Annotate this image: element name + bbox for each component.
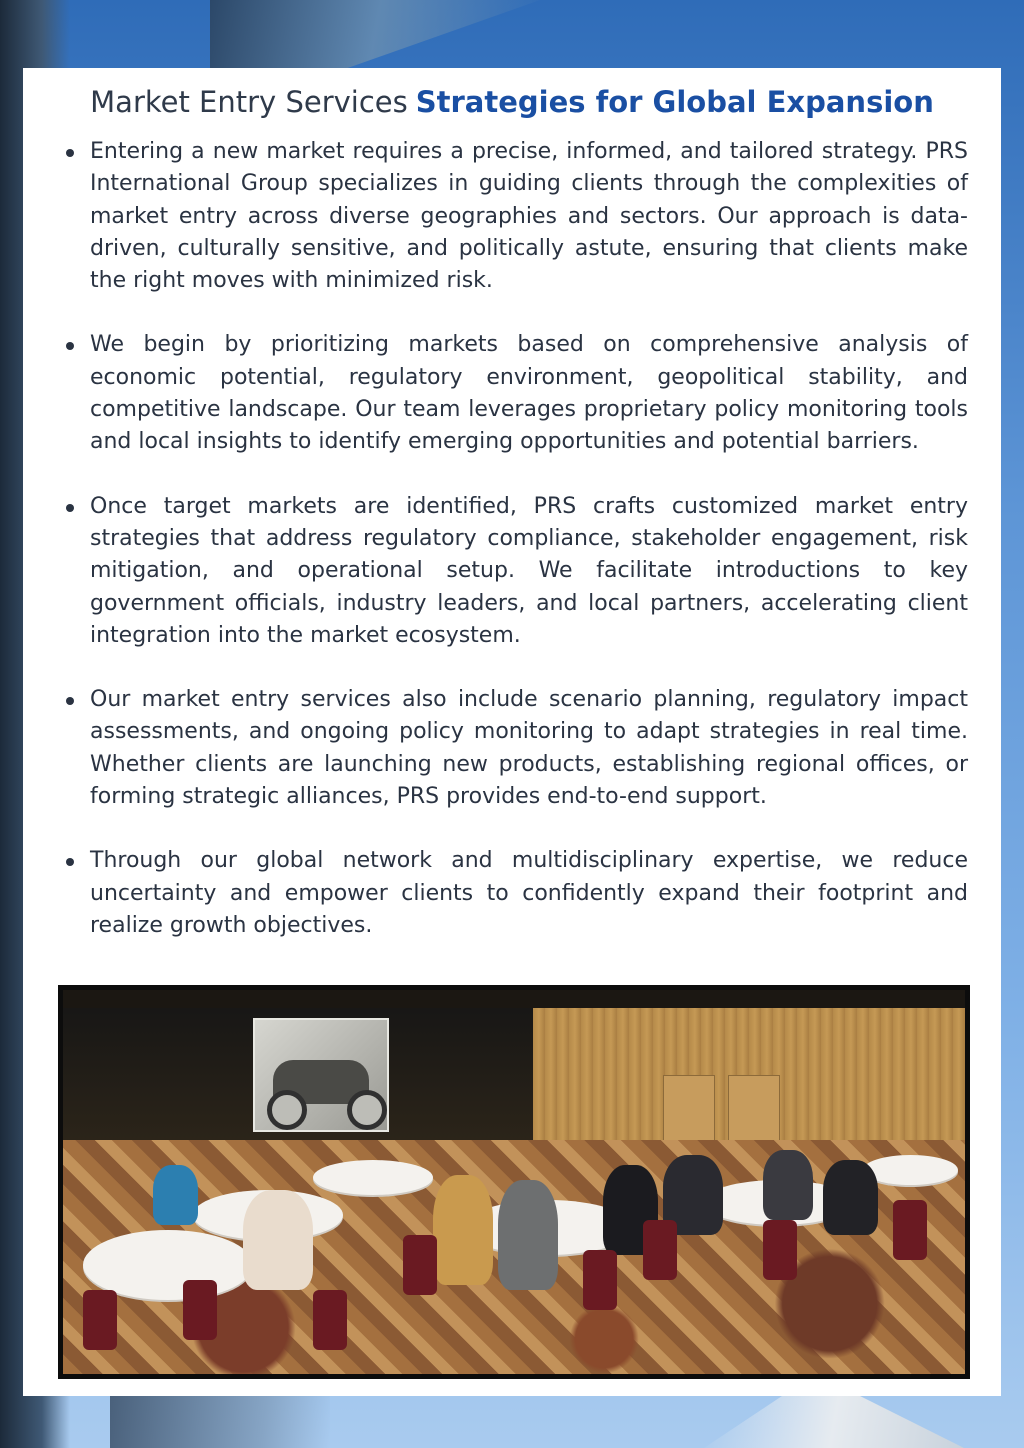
bullet-dot-icon: [66, 149, 74, 157]
bullet-dot-icon: [66, 504, 74, 512]
bullet-list-section: [66, 136, 968, 974]
banquet-chair: [83, 1290, 117, 1350]
banquet-chair: [583, 1250, 617, 1310]
attendee: [153, 1165, 198, 1225]
round-table: [313, 1160, 433, 1195]
attendee: [763, 1150, 813, 1220]
bullet-item-4: [66, 684, 968, 813]
ceiling: [63, 990, 965, 1008]
bullet-dot-icon: [66, 858, 74, 866]
banquet-chair: [403, 1235, 437, 1295]
page-title: [23, 82, 1001, 122]
attendee: [433, 1175, 493, 1285]
projection-screen: [253, 1018, 389, 1132]
banquet-chair: [313, 1290, 347, 1350]
bullet-item-1: [66, 136, 968, 297]
round-table: [863, 1155, 958, 1185]
background-tower-bottom: [110, 1396, 330, 1448]
bullet-dot-icon: [66, 342, 74, 350]
attendee: [823, 1160, 878, 1235]
page-title-plain: Market Entry Services: [90, 85, 408, 119]
bullet-item-2: [66, 329, 968, 458]
conference-photo: [58, 985, 970, 1379]
background-arch: [704, 1396, 964, 1448]
motorcycle-wheel: [347, 1090, 387, 1130]
attendee: [498, 1180, 558, 1290]
bullet-text-5: Through our global network and multidisciplinary expertise, we reduce uncertainty and empower clients to confidently expand their footprint and realize growth objectives.: [90, 848, 968, 938]
bullet-text-4: Our market entry services also include scenario planning, regulatory impact assessments, and ongoing policy monitoring to adapt strategies in real time. Whether clients are launching new products, establishing regional offices, or forming strategic alliances, PRS provides end-to-end support.: [90, 687, 968, 810]
motorcycle-wheel: [267, 1090, 307, 1130]
page-title-bold: Strategies for Global Expansion: [415, 85, 934, 119]
bullet-item-3: [66, 491, 968, 652]
bullet-dot-icon: [66, 697, 74, 705]
conference-room-scene: [63, 990, 965, 1374]
attendee: [243, 1190, 313, 1290]
banquet-chair: [763, 1220, 797, 1280]
banquet-chair: [893, 1200, 927, 1260]
bullet-item-5: [66, 845, 968, 942]
background-tower: [210, 0, 540, 70]
bullet-text-1: Entering a new market requires a precise, informed, and tailored strategy. PRS International Group specializes in guiding clients through the complexities of market entry across diverse geographies and sectors. Our approach is data-driven, culturally sensitive, and politically astute, ensuring that clients make the right moves with minimized risk.: [90, 139, 968, 294]
bullet-list: [66, 136, 968, 942]
banquet-chair: [643, 1220, 677, 1280]
bullet-text-2: We begin by prioritizing markets based on comprehensive analysis of economic potential, regulatory environment, geopolitical stability, and competitive landscape. Our team leverages proprietary policy monitoring tools and local insights to identify emerging opportunities and potential barriers.: [90, 332, 968, 455]
banquet-chair: [183, 1280, 217, 1340]
bullet-text-3: Once target markets are identified, PRS crafts customized market entry strategies that address regulatory compliance, stakeholder engagement, risk mitigation, and operational setup. We facilitate introductions to key government officials, industry leaders, and local partners, accelerating client integration into the market ecosystem.: [90, 493, 968, 648]
